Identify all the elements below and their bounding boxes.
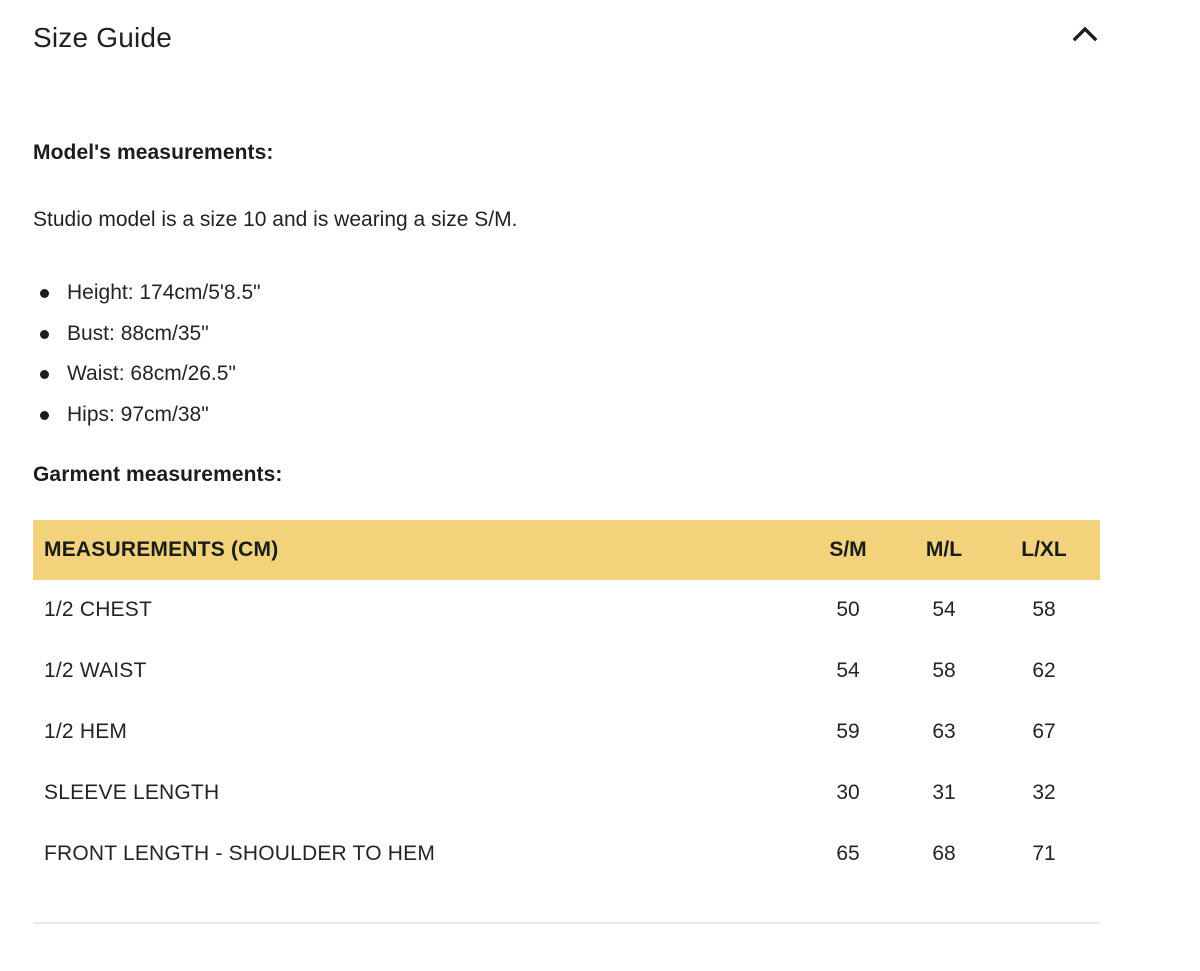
row-label: FRONT LENGTH - SHOULDER TO HEM	[44, 842, 436, 866]
cell-value: 59	[836, 720, 860, 744]
cell-value: 62	[1032, 659, 1056, 683]
list-item-waist: Waist: 68cm/26.5"	[33, 354, 1100, 395]
table-row	[33, 641, 1100, 702]
list-item-hips: Hips: 97cm/38"	[33, 395, 1100, 436]
size-guide-accordion-header[interactable]	[33, 0, 1100, 56]
cell-value: 65	[836, 842, 860, 866]
column-header-sm: S/M	[804, 520, 900, 580]
cell-value: 58	[1032, 598, 1056, 622]
table-row	[33, 763, 1100, 824]
cell-value: 32	[1032, 781, 1056, 805]
collapse-toggle-button[interactable]	[1072, 25, 1098, 43]
cell-value: 71	[1032, 842, 1056, 866]
cell-value: 30	[836, 781, 860, 805]
cell-value: 54	[932, 598, 956, 622]
column-header-measurements: MEASUREMENTS (CM)	[33, 520, 804, 580]
cell-value: 31	[932, 781, 956, 805]
cell-value: 58	[932, 659, 956, 683]
column-header-ml: M/L	[900, 520, 996, 580]
chevron-up-icon	[1072, 25, 1098, 43]
row-label: 1/2 CHEST	[44, 598, 152, 622]
cell-value: 50	[836, 598, 860, 622]
row-label: SLEEVE LENGTH	[44, 781, 220, 805]
row-label: 1/2 HEM	[44, 720, 128, 744]
cell-value: 63	[932, 720, 956, 744]
column-header-lxl: L/XL	[996, 520, 1100, 580]
page-title: Size Guide	[33, 22, 172, 53]
size-table	[33, 520, 1100, 885]
model-measurements-list	[33, 273, 1100, 436]
table-row	[33, 580, 1100, 641]
cell-value: 67	[1032, 720, 1056, 744]
model-measurements-heading: Model's measurements:	[33, 141, 274, 164]
section-divider	[33, 922, 1100, 924]
table-row	[33, 824, 1100, 885]
model-intro-text: Studio model is a size 10 and is wearing a size S/M.	[33, 208, 518, 231]
garment-measurements-heading: Garment measurements:	[33, 462, 283, 486]
cell-value: 68	[932, 842, 956, 866]
row-label: 1/2 WAIST	[44, 659, 147, 683]
table-row	[33, 702, 1100, 763]
list-item-bust: Bust: 88cm/35"	[33, 314, 1100, 355]
cell-value: 54	[836, 659, 860, 683]
size-guide-content	[33, 0, 1100, 924]
table-header-row	[33, 520, 1100, 580]
list-item-height: Height: 174cm/5'8.5"	[33, 273, 1100, 314]
